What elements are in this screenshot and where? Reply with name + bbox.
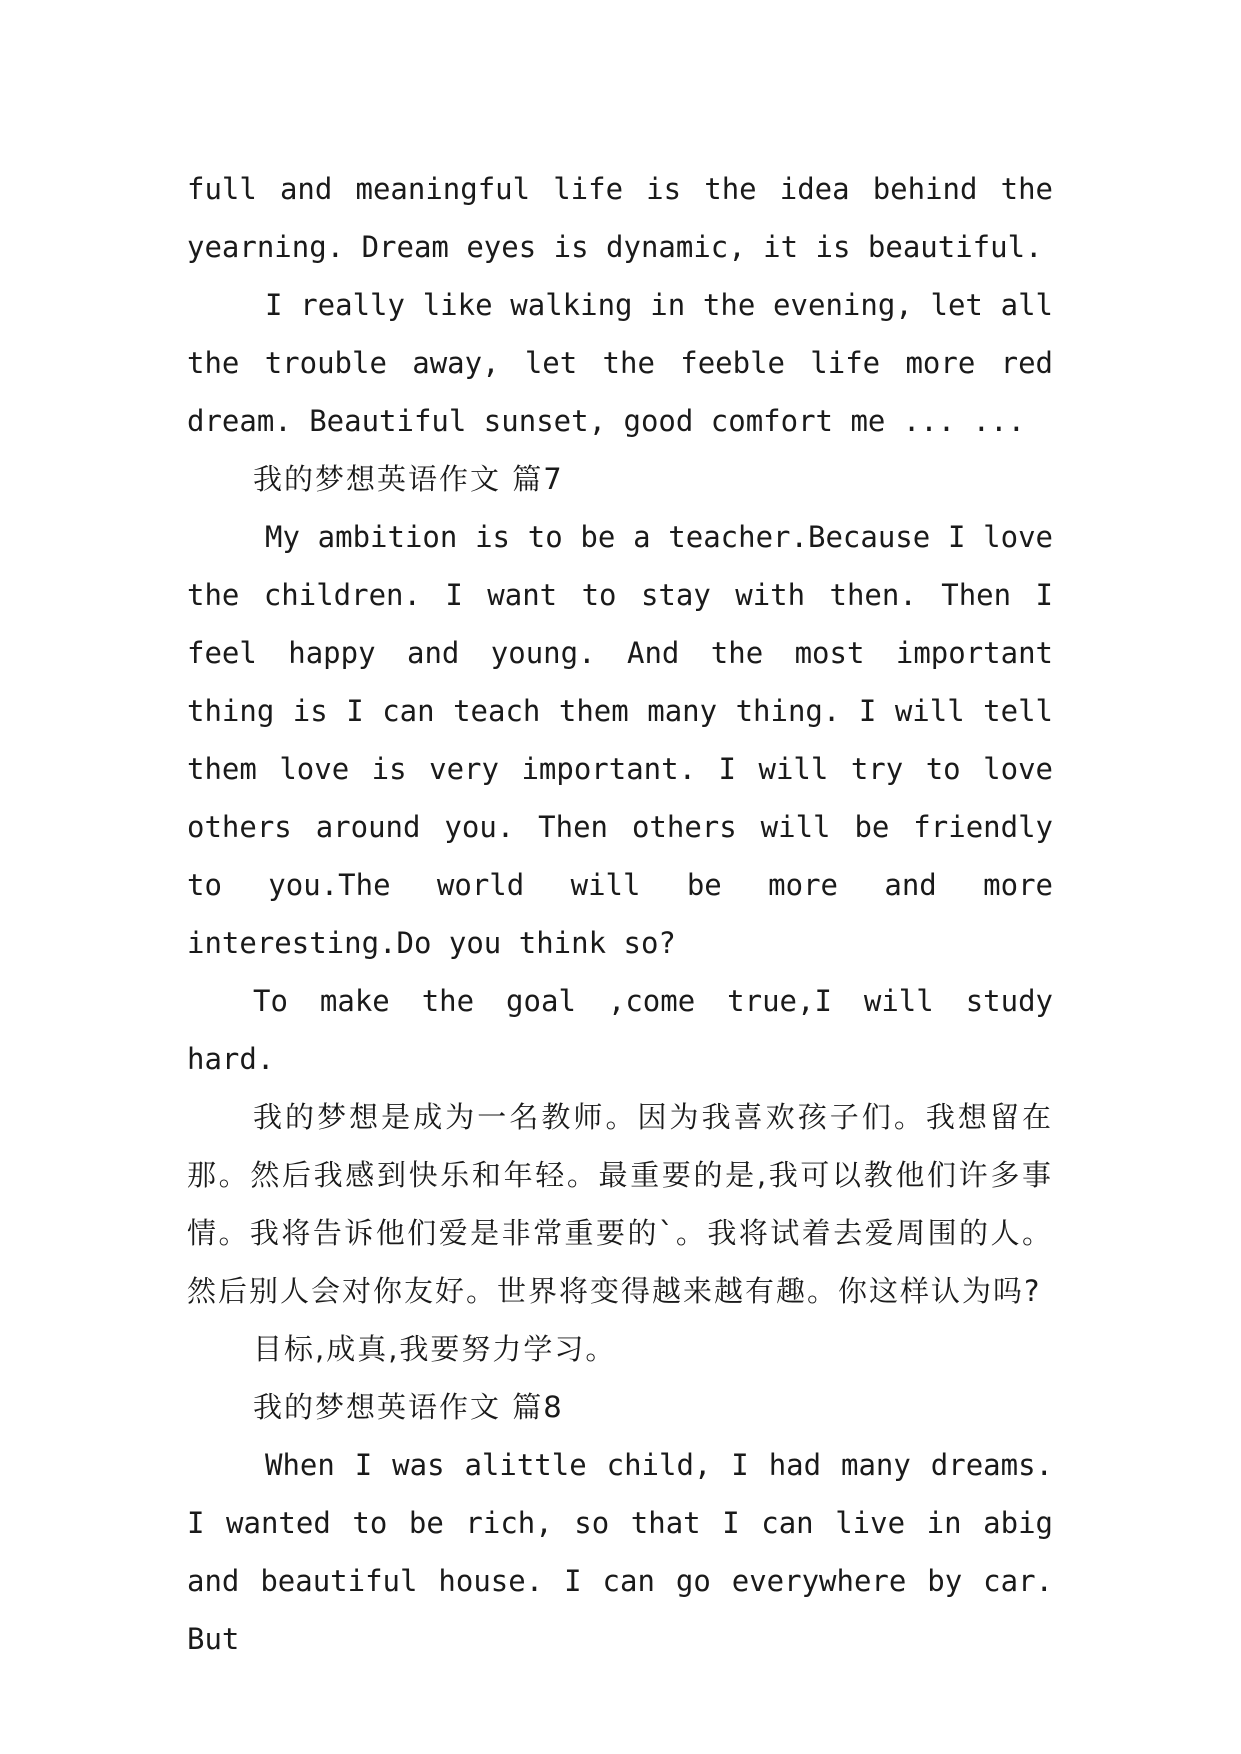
paragraph-childhood-dreams: When I was alittle child, I had many dreams. I wanted to be rich, so that I can live in abig and beautiful house. I can go everywhere by car. But — [187, 1448, 1053, 1656]
document-body — [187, 160, 1053, 1668]
paragraph-life-yearning: full and meaningful life is the idea behind the yearning. Dream eyes is dynamic, it is beautiful. — [187, 172, 1053, 264]
paragraph-goal: To make the goal ,come true,I will study hard. — [187, 984, 1053, 1076]
paragraph-teacher-ambition-chinese: 我的梦想是成为一名教师。因为我喜欢孩子们。我想留在那。然后我感到快乐和年轻。最重要的是,我可以教他们许多事情。我将告诉他们爱是非常重要的`。我将试着去爱周围的人。然后别人会对你友好。世界将变得越来越有趣。你这样认为吗? — [187, 1100, 1053, 1308]
paragraph-evening-walk: I really like walking in the evening, let all the trouble away, let the feeble life more red dream. Beautiful sunset, good comfort me ... ... — [187, 288, 1053, 438]
section-heading-7: 我的梦想英语作文 篇7 — [253, 462, 564, 496]
paragraph-goal-chinese: 目标,成真,我要努力学习。 — [253, 1332, 617, 1366]
paragraph-teacher-ambition: My ambition is to be a teacher.Because I love the children. I want to stay with then. Then I feel happy and young. And the most important thing is I can teach them many thing. I will tell them love is very important. I will try to love others around you. Then others will be friendly to you.The world will be more and more interesting.Do you think so? — [187, 520, 1053, 960]
section-heading-8: 我的梦想英语作文 篇8 — [253, 1390, 564, 1424]
